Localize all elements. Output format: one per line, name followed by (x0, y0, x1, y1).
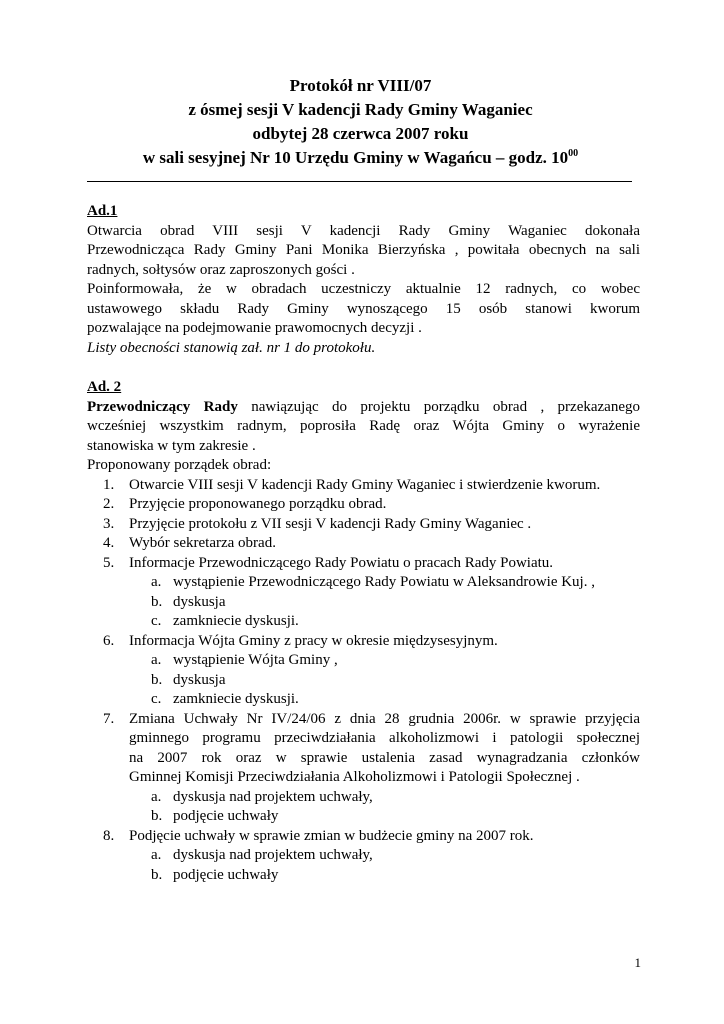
agenda-subitem (129, 593, 640, 613)
agenda-subitem (129, 690, 640, 710)
ad1-p2-line-2: ustawowego składu Rady Gminy wynoszącego 15 osób stanowi kworum (87, 300, 640, 317)
agenda-item-4 (87, 534, 640, 554)
subitem-letter: a. (151, 574, 162, 590)
ad1-p1-line-3: radnych, sołtysów oraz zaproszonych gości . (87, 261, 355, 278)
ad2-heading: Ad. 2 (87, 379, 122, 395)
agenda-subitem (129, 651, 640, 671)
subitem-letter: b. (151, 808, 163, 824)
agenda-text: Wybór sekretarza obrad. (129, 535, 276, 551)
header-divider (87, 181, 632, 182)
date-line: odbytej 28 czerwca 2007 roku (252, 124, 469, 143)
agenda-number: 3. (103, 515, 115, 532)
location-line (87, 146, 634, 170)
agenda-item-3 (87, 515, 640, 535)
subitem-text: dyskusja nad projektem uchwały, (173, 847, 373, 863)
subitem-letter: a. (151, 788, 162, 805)
agenda-text-line-4: Gminnej Komisji Przeciwdziałania Alkoholizmowi i Patologii Społecznej . (129, 769, 580, 785)
subitem-text: podjęcie uchwały (173, 808, 279, 824)
agenda-text: Przyjęcie proponowanego porządku obrad. (129, 496, 387, 512)
agenda-sublist (129, 846, 640, 885)
agenda-sublist (129, 573, 640, 632)
agenda-text: Otwarcie VIII sesji V kadencji Rady Gminy Waganiec i stwierdzenie kworum. (129, 476, 601, 493)
subitem-letter: b. (151, 593, 163, 610)
ad1-paragraph-1 (87, 222, 640, 281)
agenda-item-2 (87, 495, 640, 515)
agenda-number: 7. (103, 710, 115, 727)
ad1-heading: Ad.1 (87, 203, 118, 219)
subitem-text: zamkniecie dyskusji. (173, 613, 299, 629)
agenda-intro: Proponowany porządek obrad: (87, 457, 272, 473)
agenda-sublist (129, 651, 640, 710)
agenda-number: 5. (103, 554, 115, 571)
document-header (87, 74, 634, 170)
subitem-letter: b. (151, 866, 163, 883)
subitem-letter: a. (151, 847, 162, 863)
agenda-item-8 (87, 827, 640, 886)
protocol-title: Protokół nr VIII/07 (289, 76, 432, 95)
agenda-subitem (129, 846, 640, 866)
ad1-p2-line-1: Poinformowała, że w obradach uczestniczy aktualnie 12 radnych, co wobec (87, 281, 640, 297)
subitem-letter: a. (151, 652, 162, 668)
agenda-subitem (129, 807, 640, 827)
subitem-letter: b. (151, 671, 163, 688)
ad1-paragraph-2 (87, 280, 640, 339)
agenda-subitem (129, 788, 640, 808)
location-text: w sali sesyjnej Nr 10 Urzędu Gminy w Wagańcu – godz. 10 (142, 148, 569, 167)
agenda-text-line-2: gminnego programu przeciwdziałania alkoholizmowi i patologii społecznej (129, 730, 640, 746)
agenda-number: 6. (103, 632, 115, 649)
ad2-p1-line-2: wcześniej wszystkim radnym, poprosiła Radę oraz Wójta Gminy o wyrażenie (87, 418, 640, 434)
ad2-bold-subject: Przewodniczący Rady (87, 398, 238, 415)
ad1-p1-line-1: Otwarcia obrad VIII sesji V kadencji Rady Gminy Waganiec dokonała (87, 222, 640, 239)
ad2-p1-line-1-rest: nawiązując do projektu porządku obrad , przekazanego (237, 398, 640, 415)
subitem-text: wystąpienie Wójta Gminy , (173, 652, 338, 668)
ad1-p1-line-2: Przewodnicząca Rady Gminy Pani Monika Bierzyńska , powitała obecnych na sali (87, 242, 640, 258)
agenda-item-1 (87, 476, 640, 496)
section-spacer (87, 358, 640, 378)
agenda-item-7 (87, 710, 640, 827)
subitem-letter: c. (151, 613, 162, 629)
ad2-p1-line-3: stanowiska w tym zakresie . (87, 437, 256, 454)
ad2-p1-line-1 (87, 398, 640, 418)
agenda-number: 4. (103, 535, 115, 551)
document-body (87, 202, 640, 885)
agenda-text: Informacje Przewodniczącego Rady Powiatu o pracach Rady Powiatu. (129, 554, 554, 571)
agenda-subitem (129, 671, 640, 691)
agenda-text: Informacja Wójta Gminy z pracy w okresie międzysesyjnym. (129, 632, 498, 649)
ad2-paragraph (87, 398, 640, 457)
subitem-letter: c. (151, 691, 162, 707)
subitem-text: zamkniecie dyskusji. (173, 691, 299, 707)
subitem-text: podjęcie uchwały (173, 866, 279, 883)
agenda-subitem (129, 612, 640, 632)
agenda-text-line-1: Zmiana Uchwały Nr IV/24/06 z dnia 28 grudnia 2006r. w sprawie przyjęcia (129, 710, 640, 727)
agenda-number: 8. (103, 827, 115, 844)
agenda-subitem (129, 866, 640, 886)
agenda-text: Podjęcie uchwały w sprawie zmian w budżecie gminy na 2007 rok. (129, 827, 534, 844)
agenda-list (87, 476, 640, 886)
time-superscript: 00 (568, 148, 579, 159)
agenda-text-line-3: na 2007 rok oraz w sprawie ustalenia zasad wynagradzania członków (129, 749, 640, 766)
ad1-p2-line-3: pozwalające na podejmowanie prawomocnych decyzji . (87, 320, 422, 336)
subitem-text: dyskusja (173, 671, 226, 688)
subitem-text: dyskusja (173, 593, 226, 610)
agenda-subitem (129, 573, 640, 593)
agenda-item-6 (87, 632, 640, 710)
agenda-text: Przyjęcie protokołu z VII sesji V kadencji Rady Gminy Waganiec . (129, 515, 532, 532)
agenda-item-5 (87, 554, 640, 632)
agenda-number: 2. (103, 496, 115, 512)
ad1-note: Listy obecności stanowią zał. nr 1 do protokołu. (87, 339, 376, 356)
page-number: 1 (634, 955, 641, 970)
subitem-text: dyskusja nad projektem uchwały, (173, 788, 373, 805)
agenda-sublist (129, 788, 640, 827)
agenda-number: 1. (103, 476, 115, 493)
subitem-text: wystąpienie Przewodniczącego Rady Powiatu w Aleksandrowie Kuj. , (173, 574, 595, 590)
session-line: z ósmej sesji V kadencji Rady Gminy Waganiec (188, 100, 533, 119)
